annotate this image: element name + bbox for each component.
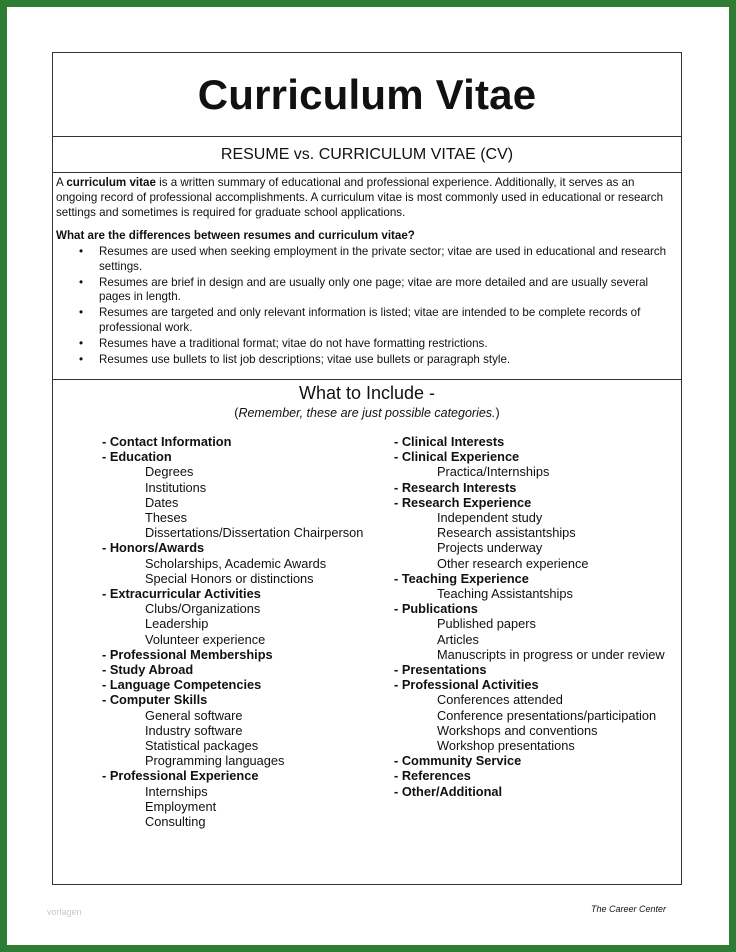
bullet-icon: • — [79, 306, 84, 319]
category-item: Statistical packages — [145, 738, 259, 754]
title-box — [53, 53, 681, 137]
page-title: Curriculum Vitae — [197, 70, 537, 118]
difference-item — [53, 276, 678, 305]
category-item: Employment — [145, 798, 217, 814]
category-item: Conferences attended — [437, 692, 563, 708]
include-note-text: Remember, these are just possible categories. — [238, 406, 496, 420]
category-heading: - Education — [102, 449, 172, 465]
category-item: Workshop presentations — [437, 738, 575, 754]
difference-item — [53, 306, 678, 335]
category-item: Dissertations/Dissertation Chairperson — [145, 525, 364, 541]
differences-list — [53, 245, 678, 369]
category-item: Theses — [145, 510, 187, 526]
category-item: Volunteer experience — [145, 631, 266, 647]
intro-text: is a written summary of educational and professional experience. Additionally, it serves as an ongoing record of professional accomplishments. A curriculum vitae is most commonly used in educational or research settings and sometimes is required for graduate school applications. — [56, 176, 664, 219]
bullet-icon: • — [79, 336, 84, 350]
intro-prefix: A — [56, 176, 67, 189]
category-heading: - Other/Additional — [394, 783, 503, 799]
category-heading: - Clinical Experience — [394, 449, 520, 465]
watermark: vorlagen — [47, 907, 82, 917]
category-heading: - Research Interests — [394, 479, 517, 495]
category-item: Manuscripts in progress or under review — [437, 646, 665, 662]
category-heading: - References — [394, 768, 471, 784]
category-item: Dates — [145, 494, 179, 510]
difference-text: Resumes are used when seeking employment in the private sector; vitae are used in educational and research settings. — [99, 245, 667, 273]
category-item: Independent study — [437, 510, 543, 526]
category-item: Research assistantships — [437, 525, 576, 541]
category-item: Other research experience — [437, 555, 589, 571]
category-heading: - Professional Memberships — [102, 646, 273, 662]
category-item: Practica/Internships — [437, 464, 550, 480]
difference-text: Resumes are brief in design and are usually only one page; vitae are more detailed and are usually several pages in length. — [99, 275, 649, 303]
intro-term: curriculum vitae — [66, 176, 156, 189]
differences-heading: What are the differences between resumes and curriculum vitae? — [56, 229, 415, 242]
category-heading: - Extracurricular Activities — [102, 586, 261, 602]
category-heading: - Study Abroad — [102, 662, 194, 678]
category-item: Workshops and conventions — [437, 722, 598, 738]
category-heading: - Professional Experience — [102, 768, 259, 784]
category-item: Clubs/Organizations — [145, 601, 261, 617]
bullet-icon: • — [79, 352, 84, 366]
bullet-icon: • — [79, 245, 84, 258]
category-item: Teaching Assistantships — [437, 586, 573, 602]
category-item: Internships — [145, 783, 208, 799]
category-item: Programming languages — [145, 753, 285, 769]
category-heading: - Presentations — [394, 662, 487, 678]
category-heading: - Computer Skills — [102, 692, 208, 708]
difference-item — [53, 353, 678, 368]
category-heading: - Teaching Experience — [394, 570, 529, 586]
category-item: Degrees — [145, 464, 194, 480]
category-item: Projects underway — [437, 540, 543, 556]
category-heading: - Professional Activities — [394, 677, 539, 693]
category-heading: - Honors/Awards — [102, 540, 205, 556]
category-item: Institutions — [145, 479, 207, 495]
difference-text: Resumes are targeted and only relevant information is listed; vitae are intended to be complete records of professional work. — [99, 306, 641, 334]
include-left-column — [102, 434, 363, 829]
difference-text: Resumes have a traditional format; vitae do not have formatting restrictions. — [99, 336, 488, 350]
category-item: Consulting — [145, 814, 206, 830]
difference-item — [53, 337, 678, 352]
category-item: Special Honors or distinctions — [145, 570, 314, 586]
include-title: What to Include - — [298, 383, 436, 403]
category-heading: - Research Experience — [394, 494, 532, 510]
category-item: General software — [145, 707, 243, 723]
category-item: Articles — [437, 631, 479, 647]
intro-paragraph — [56, 175, 671, 220]
category-item: Industry software — [145, 722, 243, 738]
section-divider — [53, 379, 681, 380]
include-right-column — [394, 434, 665, 799]
document-page — [7, 7, 729, 945]
subtitle-box — [53, 137, 681, 173]
include-note: (Remember, these are just possible categories.) — [234, 406, 500, 420]
footer-credit: The Career Center — [591, 904, 667, 914]
category-item: Scholarships, Academic Awards — [145, 555, 327, 571]
category-heading: - Language Competencies — [102, 677, 262, 693]
category-item: Conference presentations/participation — [437, 707, 657, 723]
category-item: Published papers — [437, 616, 536, 632]
document-frame — [52, 52, 682, 885]
category-heading: - Contact Information — [102, 434, 232, 449]
category-item: Leadership — [145, 616, 209, 632]
category-heading: - Publications — [394, 601, 478, 617]
bullet-icon: • — [79, 275, 84, 289]
difference-text: Resumes use bullets to list job descriptions; vitae use bullets or paragraph style. — [99, 352, 511, 366]
category-heading: - Clinical Interests — [394, 434, 505, 449]
page-subtitle: RESUME vs. CURRICULUM VITAE (CV) — [220, 145, 514, 163]
difference-item — [53, 245, 678, 274]
category-heading: - Community Service — [394, 753, 522, 769]
